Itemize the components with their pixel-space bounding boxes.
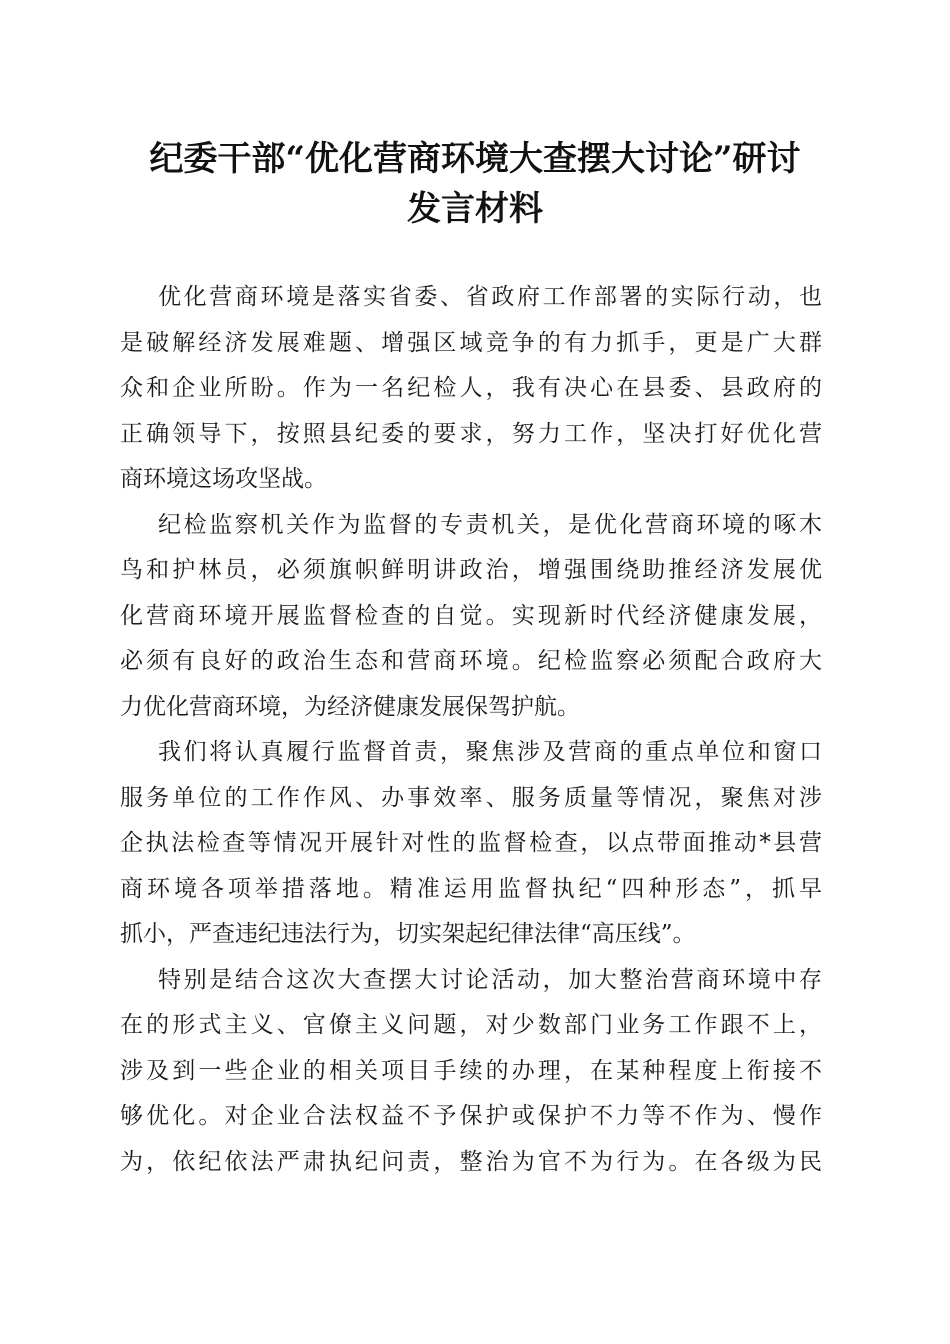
paragraph-line: 纪检监察机关作为监督的专责机关，是优化营商环境的啄木 bbox=[158, 511, 822, 538]
paragraph-line: 涉及到一些企业的相关项目手续的办理，在某种程度上衔接不 bbox=[120, 1057, 822, 1084]
paragraph-line: 在的形式主义、官僚主义问题，对少数部门业务工作跟不上， bbox=[120, 1012, 822, 1038]
paragraph-line: 众和企业所盼。作为一名纪检人，我有决心在县委、县政府的 bbox=[120, 375, 822, 401]
paragraph-line: 鸟和护林员，必须旗帜鲜明讲政治，增强围绕助推经济发展优 bbox=[120, 557, 822, 583]
paragraph-line: 优化营商环境是落实省委、省政府工作部署的实际行动，也 bbox=[158, 284, 822, 310]
paragraph-line: 抓小，严查违纪违法行为，切实架起纪律法律“高压线”。 bbox=[120, 921, 696, 947]
paragraph-line: 为，依纪依法严肃执纪问责，整治为官不为行为。在各级为民 bbox=[120, 1148, 822, 1175]
paragraph-line: 必须有良好的政治生态和营商环境。纪检监察必须配合政府大 bbox=[120, 648, 822, 674]
document-title bbox=[90, 134, 860, 234]
paragraph-line: 化营商环境开展监督检查的自觉。实现新时代经济健康发展， bbox=[120, 602, 822, 629]
paragraph-line: 企执法检查等情况开展针对性的监督检查，以点带面推动*县营 bbox=[120, 830, 822, 856]
title-line-1: 纪委干部“优化营商环境大查摆大讨论”研讨 bbox=[149, 139, 801, 179]
paragraph-2 bbox=[120, 503, 822, 731]
paragraph-line: 商环境这场攻坚战。 bbox=[120, 466, 327, 492]
paragraph-line: 商环境各项举措落地。精准运用监督执纪“四种形态”，抓早 bbox=[120, 875, 822, 902]
paragraph-line: 正确领导下，按照县纪委的要求，努力工作，坚决打好优化营 bbox=[120, 420, 822, 447]
paragraph-line: 特别是结合这次大查摆大讨论活动，加大整治营商环境中存 bbox=[158, 966, 822, 993]
paragraph-line: 力优化营商环境，为经济健康发展保驾护航。 bbox=[120, 693, 580, 720]
paragraph-line: 够优化。对企业合法权益不予保护或保护不力等不作为、慢作 bbox=[120, 1103, 822, 1129]
paragraph-line: 服务单位的工作作风、办事效率、服务质量等情况，聚焦对涉 bbox=[120, 784, 822, 811]
paragraph-line: 我们将认真履行监督首责，聚焦涉及营商的重点单位和窗口 bbox=[158, 739, 822, 765]
paragraph-3 bbox=[120, 730, 822, 958]
title-line-2: 发言材料 bbox=[407, 189, 543, 229]
paragraph-4 bbox=[120, 958, 822, 1186]
document-body bbox=[120, 275, 822, 1185]
paragraph-1 bbox=[120, 275, 822, 503]
paragraph-line: 是破解经济发展难题、增强区域竞争的有力抓手，更是广大群 bbox=[120, 329, 822, 356]
